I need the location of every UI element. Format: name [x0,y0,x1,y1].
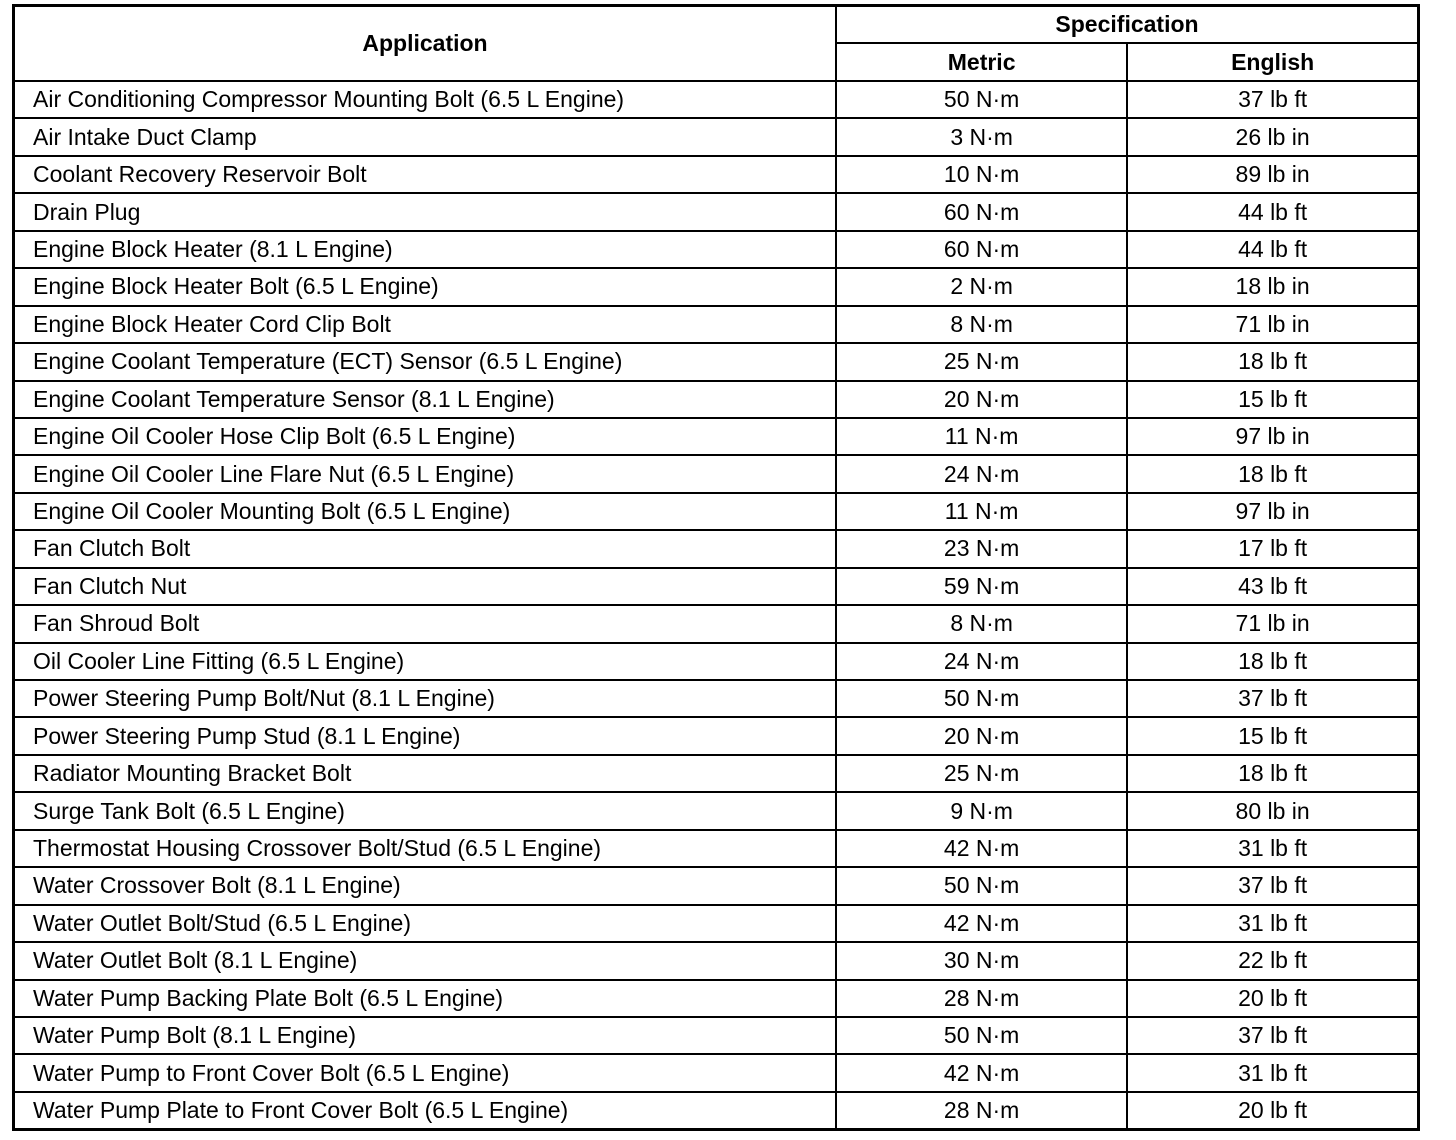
application-cell: Water Pump Plate to Front Cover Bolt (6.5 L Engine) [14,1092,837,1130]
table-row [14,81,1419,118]
application-cell: Engine Oil Cooler Hose Clip Bolt (6.5 L Engine) [14,418,837,455]
table-row [14,1092,1419,1130]
english-value-cell: 71 lb in [1127,605,1418,642]
application-cell: Power Steering Pump Stud (8.1 L Engine) [14,717,837,754]
table-row [14,867,1419,904]
application-cell: Fan Shroud Bolt [14,605,837,642]
table-header [14,6,1419,82]
english-value-cell: 18 lb ft [1127,755,1418,792]
english-value-cell: 18 lb ft [1127,643,1418,680]
metric-value-cell: 59 N·m [836,568,1127,605]
metric-value-cell: 30 N·m [836,942,1127,979]
application-cell: Surge Tank Bolt (6.5 L Engine) [14,792,837,829]
table-row [14,306,1419,343]
table-row [14,268,1419,305]
application-cell: Water Crossover Bolt (8.1 L Engine) [14,867,837,904]
metric-value-cell: 20 N·m [836,381,1127,418]
english-value-cell: 31 lb ft [1127,830,1418,867]
metric-value-cell: 11 N·m [836,418,1127,455]
english-value-cell: 44 lb ft [1127,231,1418,268]
application-cell: Drain Plug [14,193,837,230]
application-cell: Fan Clutch Nut [14,568,837,605]
table-row [14,905,1419,942]
table-row [14,717,1419,754]
english-value-cell: 20 lb ft [1127,980,1418,1017]
english-value-cell: 26 lb in [1127,118,1418,155]
header-specification: Specification [836,6,1419,44]
metric-value-cell: 50 N·m [836,680,1127,717]
table-row [14,156,1419,193]
english-value-cell: 17 lb ft [1127,530,1418,567]
table-row [14,530,1419,567]
metric-value-cell: 8 N·m [836,605,1127,642]
application-cell: Water Pump to Front Cover Bolt (6.5 L Engine) [14,1054,837,1091]
table-row [14,643,1419,680]
table-row [14,1017,1419,1054]
application-cell: Engine Block Heater Bolt (6.5 L Engine) [14,268,837,305]
metric-value-cell: 24 N·m [836,455,1127,492]
table-row [14,231,1419,268]
table-row [14,1054,1419,1091]
table-body [14,81,1419,1130]
application-cell: Water Pump Bolt (8.1 L Engine) [14,1017,837,1054]
application-cell: Oil Cooler Line Fitting (6.5 L Engine) [14,643,837,680]
table-row [14,193,1419,230]
metric-value-cell: 50 N·m [836,1017,1127,1054]
english-value-cell: 97 lb in [1127,418,1418,455]
english-value-cell: 22 lb ft [1127,942,1418,979]
metric-value-cell: 11 N·m [836,493,1127,530]
header-row-top [14,6,1419,44]
application-cell: Water Outlet Bolt/Stud (6.5 L Engine) [14,905,837,942]
application-cell: Engine Oil Cooler Line Flare Nut (6.5 L Engine) [14,455,837,492]
table-row [14,568,1419,605]
application-cell: Air Intake Duct Clamp [14,118,837,155]
header-application: Application [14,6,837,82]
metric-value-cell: 9 N·m [836,792,1127,829]
english-value-cell: 18 lb in [1127,268,1418,305]
torque-spec-table [12,4,1420,1131]
table-row [14,980,1419,1017]
metric-value-cell: 42 N·m [836,1054,1127,1091]
metric-value-cell: 8 N·m [836,306,1127,343]
english-value-cell: 18 lb ft [1127,455,1418,492]
application-cell: Coolant Recovery Reservoir Bolt [14,156,837,193]
table-row [14,942,1419,979]
application-cell: Radiator Mounting Bracket Bolt [14,755,837,792]
english-value-cell: 44 lb ft [1127,193,1418,230]
metric-value-cell: 2 N·m [836,268,1127,305]
metric-value-cell: 25 N·m [836,343,1127,380]
metric-value-cell: 60 N·m [836,193,1127,230]
application-cell: Engine Coolant Temperature Sensor (8.1 L Engine) [14,381,837,418]
english-value-cell: 37 lb ft [1127,680,1418,717]
english-value-cell: 71 lb in [1127,306,1418,343]
table-row [14,343,1419,380]
table-row [14,493,1419,530]
table-row [14,830,1419,867]
application-cell: Engine Block Heater (8.1 L Engine) [14,231,837,268]
metric-value-cell: 28 N·m [836,1092,1127,1130]
application-cell: Water Pump Backing Plate Bolt (6.5 L Engine) [14,980,837,1017]
english-value-cell: 31 lb ft [1127,905,1418,942]
metric-value-cell: 60 N·m [836,231,1127,268]
application-cell: Air Conditioning Compressor Mounting Bolt (6.5 L Engine) [14,81,837,118]
english-value-cell: 37 lb ft [1127,1017,1418,1054]
english-value-cell: 18 lb ft [1127,343,1418,380]
header-english: English [1127,43,1418,81]
metric-value-cell: 50 N·m [836,867,1127,904]
metric-value-cell: 10 N·m [836,156,1127,193]
table-row [14,755,1419,792]
application-cell: Power Steering Pump Bolt/Nut (8.1 L Engine) [14,680,837,717]
english-value-cell: 89 lb in [1127,156,1418,193]
english-value-cell: 37 lb ft [1127,867,1418,904]
application-cell: Water Outlet Bolt (8.1 L Engine) [14,942,837,979]
metric-value-cell: 20 N·m [836,717,1127,754]
application-cell: Engine Block Heater Cord Clip Bolt [14,306,837,343]
metric-value-cell: 50 N·m [836,81,1127,118]
english-value-cell: 20 lb ft [1127,1092,1418,1130]
metric-value-cell: 42 N·m [836,905,1127,942]
metric-value-cell: 28 N·m [836,980,1127,1017]
metric-value-cell: 42 N·m [836,830,1127,867]
metric-value-cell: 25 N·m [836,755,1127,792]
table-row [14,455,1419,492]
header-metric: Metric [836,43,1127,81]
english-value-cell: 43 lb ft [1127,568,1418,605]
table-row [14,418,1419,455]
english-value-cell: 15 lb ft [1127,717,1418,754]
english-value-cell: 15 lb ft [1127,381,1418,418]
application-cell: Engine Coolant Temperature (ECT) Sensor (6.5 L Engine) [14,343,837,380]
application-cell: Engine Oil Cooler Mounting Bolt (6.5 L Engine) [14,493,837,530]
metric-value-cell: 3 N·m [836,118,1127,155]
english-value-cell: 37 lb ft [1127,81,1418,118]
english-value-cell: 31 lb ft [1127,1054,1418,1091]
metric-value-cell: 23 N·m [836,530,1127,567]
table-row [14,605,1419,642]
table-row [14,118,1419,155]
english-value-cell: 80 lb in [1127,792,1418,829]
application-cell: Thermostat Housing Crossover Bolt/Stud (6.5 L Engine) [14,830,837,867]
english-value-cell: 97 lb in [1127,493,1418,530]
table-row [14,792,1419,829]
application-cell: Fan Clutch Bolt [14,530,837,567]
table-row [14,381,1419,418]
table-row [14,680,1419,717]
metric-value-cell: 24 N·m [836,643,1127,680]
